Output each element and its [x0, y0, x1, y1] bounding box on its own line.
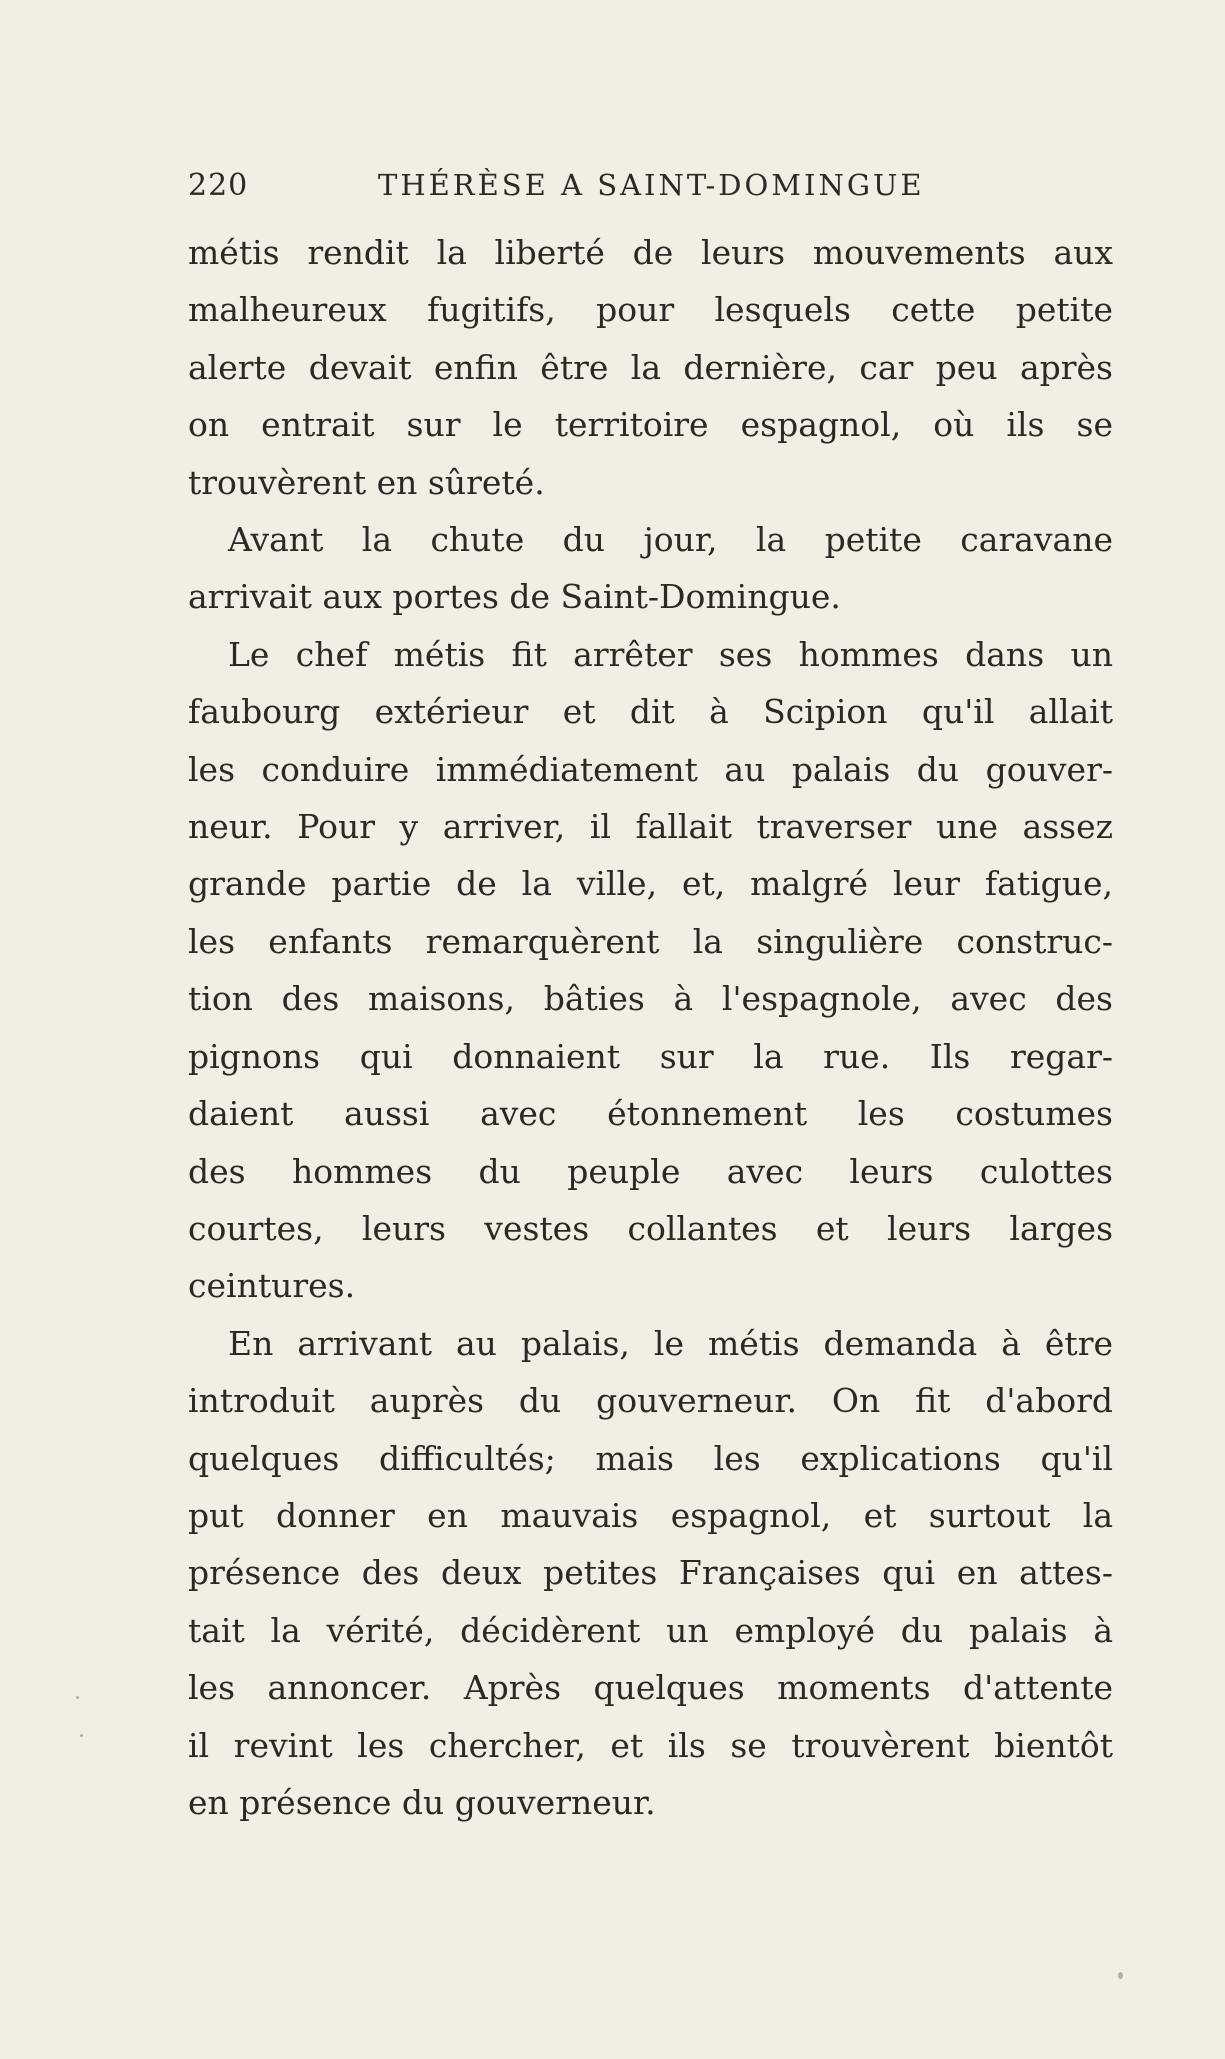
paragraph-4 — [188, 1315, 1113, 1832]
page-number: 220 — [188, 168, 249, 203]
text-line: Avant la chute du jour, la petite caravane — [228, 520, 1113, 560]
text-line: en présence du gouverneur. — [188, 1782, 656, 1822]
text-line: métis rendit la liberté de leurs mouvements aux — [188, 233, 1113, 272]
text-line: daient aussi avec étonnement les costumes — [188, 1094, 1113, 1134]
text-line: ceintures. — [188, 1266, 356, 1306]
text-line: les annoncer. Après quelques moments d'attente — [188, 1668, 1113, 1708]
paper-speck — [80, 1734, 83, 1737]
text-line: trouvèrent en sûreté. — [188, 462, 545, 502]
paper-speck — [76, 1696, 79, 1699]
text-line: il revint les chercher, et ils se trouvèrent bientôt — [188, 1725, 1113, 1765]
text-line: neur. Pour y arriver, il fallait traverser une assez — [188, 807, 1113, 847]
text-line: En arrivant au palais, le métis demanda à être — [228, 1323, 1113, 1363]
text-line: on entrait sur le territoire espagnol, où ils se — [188, 405, 1113, 445]
paragraph-1 — [188, 224, 1113, 511]
text-line: les enfants remarquèrent la singulière construc- — [188, 921, 1113, 961]
text-line: alerte devait enfin être la dernière, car peu après — [188, 347, 1113, 387]
paper-speck — [1118, 1972, 1123, 1979]
text-line: pignons qui donnaient sur la rue. Ils regar- — [188, 1036, 1113, 1076]
text-line: Le chef métis fit arrêter ses hommes dans un — [228, 634, 1113, 674]
text-line: les conduire immédiatement au palais du gouver- — [188, 749, 1113, 789]
text-line: faubourg extérieur et dit à Scipion qu'il allait — [188, 692, 1113, 732]
text-line: tait la vérité, décidèrent un employé du palais à — [188, 1610, 1113, 1650]
text-line: malheureux fugitifs, pour lesquels cette petite — [188, 290, 1113, 330]
text-line: courtes, leurs vestes collantes et leurs larges — [188, 1208, 1113, 1248]
paragraph-3 — [188, 626, 1113, 1315]
text-line: put donner en mauvais espagnol, et surtout la — [188, 1495, 1113, 1535]
text-line: quelques difficultés; mais les explications qu'il — [188, 1438, 1113, 1478]
text-line: grande partie de la ville, et, malgré leur fatigue, — [188, 864, 1113, 904]
paragraph-2 — [188, 511, 1113, 626]
text-line: des hommes du peuple avec leurs culottes — [188, 1151, 1113, 1191]
text-line: présence des deux petites Françaises qui en attes- — [188, 1553, 1113, 1593]
running-title: THÉRÈSE A SAINT-DOMINGUE — [378, 168, 925, 202]
body-text — [188, 224, 1113, 1831]
page-header — [188, 168, 1113, 212]
text-line: introduit auprès du gouverneur. On fit d'abord — [188, 1381, 1113, 1421]
text-line: tion des maisons, bâties à l'espagnole, avec des — [188, 979, 1113, 1019]
text-line: arrivait aux portes de Saint-Domingue. — [188, 577, 841, 617]
